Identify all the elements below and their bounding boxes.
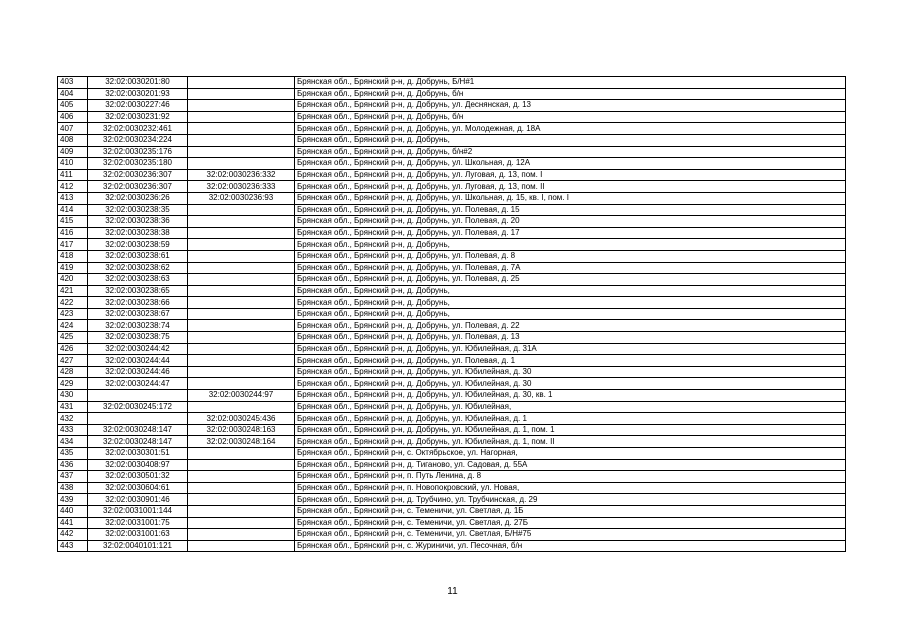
cadastral-number-cell: 32:02:0030235:176 bbox=[88, 146, 188, 158]
table-row bbox=[58, 482, 846, 494]
address-cell: Брянская обл., Брянский р-н, п. Новопокровский, ул. Новая, bbox=[295, 482, 846, 494]
table-row bbox=[58, 308, 846, 320]
row-number: 415 bbox=[58, 216, 88, 228]
cadastral-number-secondary-cell bbox=[188, 146, 295, 158]
cadastral-number-cell: 32:02:0030227:46 bbox=[88, 100, 188, 112]
cadastral-number-cell: 32:02:0030238:74 bbox=[88, 320, 188, 332]
cadastral-number-secondary-cell bbox=[188, 77, 295, 89]
row-number: 411 bbox=[58, 169, 88, 181]
table-row bbox=[58, 390, 846, 402]
row-number: 426 bbox=[58, 343, 88, 355]
cadastral-number-cell: 32:02:0030238:67 bbox=[88, 308, 188, 320]
table-row bbox=[58, 540, 846, 552]
address-cell: Брянская обл., Брянский р-н, д. Добрунь, ул. Юбилейная, bbox=[295, 401, 846, 413]
cadastral-number-secondary-cell bbox=[188, 332, 295, 344]
cadastral-number-cell: 32:02:0030244:47 bbox=[88, 378, 188, 390]
cadastral-number-secondary-cell bbox=[188, 88, 295, 100]
cadastral-number-cell: 32:02:0030236:307 bbox=[88, 181, 188, 193]
row-number: 423 bbox=[58, 308, 88, 320]
row-number: 427 bbox=[58, 355, 88, 367]
cadastral-number-cell: 32:02:0030235:180 bbox=[88, 158, 188, 170]
cadastral-number-secondary-cell bbox=[188, 540, 295, 552]
table-row bbox=[58, 146, 846, 158]
table-row bbox=[58, 297, 846, 309]
address-cell: Брянская обл., Брянский р-н, д. Трубчино, ул. Трубчинская, д. 29 bbox=[295, 494, 846, 506]
address-cell: Брянская обл., Брянский р-н, д. Добрунь, bbox=[295, 239, 846, 251]
page-number: 11 bbox=[447, 586, 458, 597]
row-number: 412 bbox=[58, 181, 88, 193]
row-number: 431 bbox=[58, 401, 88, 413]
address-cell: Брянская обл., Брянский р-н, д. Добрунь, ул. Юбилейная, д. 30 bbox=[295, 366, 846, 378]
address-cell: Брянская обл., Брянский р-н, д. Добрунь, ул. Луговая, д. 13, пом. II bbox=[295, 181, 846, 193]
table-row bbox=[58, 250, 846, 262]
row-number: 432 bbox=[58, 413, 88, 425]
address-cell: Брянская обл., Брянский р-н, д. Добрунь, ул. Луговая, д. 13, пом. I bbox=[295, 169, 846, 181]
cadastral-number-secondary-cell bbox=[188, 320, 295, 332]
cadastral-number-cell: 32:02:0030408:97 bbox=[88, 459, 188, 471]
cadastral-number-cell: 32:02:0030238:62 bbox=[88, 262, 188, 274]
table-row bbox=[58, 355, 846, 367]
cadastral-number-cell: 32:02:0031001:144 bbox=[88, 505, 188, 517]
row-number: 420 bbox=[58, 274, 88, 286]
table-row bbox=[58, 529, 846, 541]
cadastral-number-secondary-cell bbox=[188, 297, 295, 309]
cadastral-number-cell: 32:02:0030236:307 bbox=[88, 169, 188, 181]
address-cell: Брянская обл., Брянский р-н, д. Добрунь, ул. Полевая, д. 15 bbox=[295, 204, 846, 216]
address-cell: Брянская обл., Брянский р-н, д. Добрунь, ул. Полевая, д. 22 bbox=[295, 320, 846, 332]
row-number: 404 bbox=[58, 88, 88, 100]
row-number: 435 bbox=[58, 448, 88, 460]
table-row bbox=[58, 123, 846, 135]
row-number: 437 bbox=[58, 471, 88, 483]
address-cell: Брянская обл., Брянский р-н, д. Добрунь, ул. Юбилейная, д. 1, пом. 1 bbox=[295, 424, 846, 436]
address-cell: Брянская обл., Брянский р-н, д. Тиганово, ул. Садовая, д. 55А bbox=[295, 459, 846, 471]
cadastral-number-secondary-cell bbox=[188, 216, 295, 228]
address-cell: Брянская обл., Брянский р-н, д. Добрунь, Б/Н#1 bbox=[295, 77, 846, 89]
address-cell: Брянская обл., Брянский р-н, д. Добрунь, ул. Полевая, д. 8 bbox=[295, 250, 846, 262]
table-row bbox=[58, 88, 846, 100]
table-row bbox=[58, 320, 846, 332]
address-cell: Брянская обл., Брянский р-н, д. Добрунь, ул. Юбилейная, д. 1, пом. II bbox=[295, 436, 846, 448]
table-row bbox=[58, 459, 846, 471]
cadastral-number-secondary-cell: 32:02:0030244:97 bbox=[188, 390, 295, 402]
address-cell: Брянская обл., Брянский р-н, д. Добрунь, ул. Школьная, д. 12А bbox=[295, 158, 846, 170]
table-row bbox=[58, 366, 846, 378]
cadastral-number-cell: 32:02:0030238:59 bbox=[88, 239, 188, 251]
address-cell: Брянская обл., Брянский р-н, д. Добрунь, ул. Полевая, д. 20 bbox=[295, 216, 846, 228]
row-number: 430 bbox=[58, 390, 88, 402]
cadastral-number-secondary-cell bbox=[188, 158, 295, 170]
row-number: 433 bbox=[58, 424, 88, 436]
table-row bbox=[58, 262, 846, 274]
cadastral-number-cell: 32:02:0030231:92 bbox=[88, 111, 188, 123]
cadastral-number-cell: 32:02:0030238:61 bbox=[88, 250, 188, 262]
address-cell: Брянская обл., Брянский р-н, д. Добрунь, б/н#2 bbox=[295, 146, 846, 158]
cadastral-number-cell: 32:02:0030232:461 bbox=[88, 123, 188, 135]
cadastral-number-secondary-cell bbox=[188, 308, 295, 320]
cadastral-number-secondary-cell bbox=[188, 448, 295, 460]
cadastral-number-secondary-cell bbox=[188, 123, 295, 135]
address-cell: Брянская обл., Брянский р-н, д. Добрунь, ул. Школьная, д. 15, кв. I, пом. I bbox=[295, 192, 846, 204]
cadastral-number-cell: 32:02:0030236:26 bbox=[88, 192, 188, 204]
table-row bbox=[58, 169, 846, 181]
cadastral-number-cell: 32:02:0031001:75 bbox=[88, 517, 188, 529]
table-row bbox=[58, 448, 846, 460]
cadastral-number-secondary-cell bbox=[188, 111, 295, 123]
table-row bbox=[58, 401, 846, 413]
cadastral-number-secondary-cell bbox=[188, 355, 295, 367]
table-row bbox=[58, 111, 846, 123]
address-cell: Брянская обл., Брянский р-н, д. Добрунь, ул. Полевая, д. 1 bbox=[295, 355, 846, 367]
row-number: 422 bbox=[58, 297, 88, 309]
cadastral-number-cell: 32:02:0030501:32 bbox=[88, 471, 188, 483]
cadastral-number-secondary-cell bbox=[188, 529, 295, 541]
cadastral-number-cell: 32:02:0030238:35 bbox=[88, 204, 188, 216]
cadastral-number-secondary-cell bbox=[188, 239, 295, 251]
address-cell: Брянская обл., Брянский р-н, д. Добрунь, ул. Полевая, д. 13 bbox=[295, 332, 846, 344]
row-number: 424 bbox=[58, 320, 88, 332]
row-number: 438 bbox=[58, 482, 88, 494]
row-number: 410 bbox=[58, 158, 88, 170]
row-number: 429 bbox=[58, 378, 88, 390]
address-cell: Брянская обл., Брянский р-н, с. Октябрьское, ул. Нагорная, bbox=[295, 448, 846, 460]
row-number: 407 bbox=[58, 123, 88, 135]
address-cell: Брянская обл., Брянский р-н, д. Добрунь, ул. Юбилейная, д. 30, кв. 1 bbox=[295, 390, 846, 402]
row-number: 409 bbox=[58, 146, 88, 158]
table-row bbox=[58, 239, 846, 251]
cadastral-number-secondary-cell bbox=[188, 100, 295, 112]
cadastral-number-secondary-cell bbox=[188, 378, 295, 390]
property-registry-table bbox=[57, 76, 846, 552]
cadastral-number-cell: 32:02:0030901:46 bbox=[88, 494, 188, 506]
table-row bbox=[58, 436, 846, 448]
cadastral-number-cell: 32:02:0030238:65 bbox=[88, 285, 188, 297]
table-row bbox=[58, 343, 846, 355]
address-cell: Брянская обл., Брянский р-н, д. Добрунь, ул. Полевая, д. 7А bbox=[295, 262, 846, 274]
table-row bbox=[58, 158, 846, 170]
address-cell: Брянская обл., Брянский р-н, д. Добрунь, bbox=[295, 308, 846, 320]
cadastral-number-secondary-cell: 32:02:0030248:163 bbox=[188, 424, 295, 436]
row-number: 439 bbox=[58, 494, 88, 506]
cadastral-number-secondary-cell bbox=[188, 494, 295, 506]
cadastral-number-secondary-cell: 32:02:0030236:93 bbox=[188, 192, 295, 204]
row-number: 418 bbox=[58, 250, 88, 262]
cadastral-number-cell: 32:02:0030301:51 bbox=[88, 448, 188, 460]
table-row bbox=[58, 134, 846, 146]
row-number: 413 bbox=[58, 192, 88, 204]
address-cell: Брянская обл., Брянский р-н, д. Добрунь, bbox=[295, 285, 846, 297]
cadastral-number-secondary-cell bbox=[188, 227, 295, 239]
cadastral-number-secondary-cell: 32:02:0030236:332 bbox=[188, 169, 295, 181]
cadastral-number-cell: 32:02:0040101:121 bbox=[88, 540, 188, 552]
table-row bbox=[58, 192, 846, 204]
cadastral-number-secondary-cell bbox=[188, 250, 295, 262]
table-row bbox=[58, 505, 846, 517]
table-row bbox=[58, 204, 846, 216]
table-row bbox=[58, 413, 846, 425]
row-number: 414 bbox=[58, 204, 88, 216]
address-cell: Брянская обл., Брянский р-н, п. Путь Ленина, д. 8 bbox=[295, 471, 846, 483]
row-number: 440 bbox=[58, 505, 88, 517]
row-number: 441 bbox=[58, 517, 88, 529]
row-number: 408 bbox=[58, 134, 88, 146]
cadastral-number-secondary-cell bbox=[188, 471, 295, 483]
cadastral-number-secondary-cell: 32:02:0030236:333 bbox=[188, 181, 295, 193]
table-row bbox=[58, 77, 846, 89]
cadastral-number-secondary-cell bbox=[188, 482, 295, 494]
row-number: 421 bbox=[58, 285, 88, 297]
cadastral-number-cell: 32:02:0030238:38 bbox=[88, 227, 188, 239]
row-number: 425 bbox=[58, 332, 88, 344]
table-row bbox=[58, 100, 846, 112]
table-row bbox=[58, 227, 846, 239]
table-row bbox=[58, 332, 846, 344]
cadastral-number-cell: 32:02:0030604:61 bbox=[88, 482, 188, 494]
cadastral-number-cell: 32:02:0030201:93 bbox=[88, 88, 188, 100]
address-cell: Брянская обл., Брянский р-н, д. Добрунь, б/н bbox=[295, 88, 846, 100]
cadastral-number-cell: 32:02:0030238:75 bbox=[88, 332, 188, 344]
row-number: 442 bbox=[58, 529, 88, 541]
cadastral-number-cell: 32:02:0031001:63 bbox=[88, 529, 188, 541]
cadastral-number-cell: 32:02:0030248:147 bbox=[88, 436, 188, 448]
row-number: 406 bbox=[58, 111, 88, 123]
address-cell: Брянская обл., Брянский р-н, с. Журиничи, ул. Песочная, б/н bbox=[295, 540, 846, 552]
table-row bbox=[58, 274, 846, 286]
cadastral-number-cell: 32:02:0030238:36 bbox=[88, 216, 188, 228]
cadastral-number-cell: 32:02:0030234:224 bbox=[88, 134, 188, 146]
cadastral-number-cell bbox=[88, 413, 188, 425]
cadastral-number-cell: 32:02:0030238:66 bbox=[88, 297, 188, 309]
cadastral-number-secondary-cell bbox=[188, 401, 295, 413]
table-row bbox=[58, 181, 846, 193]
cadastral-number-cell: 32:02:0030244:42 bbox=[88, 343, 188, 355]
cadastral-number-secondary-cell bbox=[188, 343, 295, 355]
row-number: 405 bbox=[58, 100, 88, 112]
cadastral-number-secondary-cell bbox=[188, 262, 295, 274]
cadastral-number-secondary-cell bbox=[188, 274, 295, 286]
cadastral-number-cell bbox=[88, 390, 188, 402]
row-number: 403 bbox=[58, 77, 88, 89]
address-cell: Брянская обл., Брянский р-н, д. Добрунь, ул. Деснянская, д. 13 bbox=[295, 100, 846, 112]
table-row bbox=[58, 378, 846, 390]
address-cell: Брянская обл., Брянский р-н, д. Добрунь, ул. Юбилейная, д. 1 bbox=[295, 413, 846, 425]
address-cell: Брянская обл., Брянский р-н, д. Добрунь, б/н bbox=[295, 111, 846, 123]
cadastral-number-cell: 32:02:0030201:80 bbox=[88, 77, 188, 89]
cadastral-number-secondary-cell bbox=[188, 204, 295, 216]
table-row bbox=[58, 424, 846, 436]
address-cell: Брянская обл., Брянский р-н, д. Добрунь, ул. Полевая, д. 25 bbox=[295, 274, 846, 286]
row-number: 417 bbox=[58, 239, 88, 251]
table-row bbox=[58, 285, 846, 297]
address-cell: Брянская обл., Брянский р-н, д. Добрунь, bbox=[295, 297, 846, 309]
cadastral-number-secondary-cell bbox=[188, 505, 295, 517]
cadastral-number-secondary-cell bbox=[188, 366, 295, 378]
cadastral-number-cell: 32:02:0030244:44 bbox=[88, 355, 188, 367]
table-body bbox=[58, 77, 846, 552]
cadastral-number-cell: 32:02:0030238:63 bbox=[88, 274, 188, 286]
cadastral-number-secondary-cell bbox=[188, 285, 295, 297]
table-row bbox=[58, 517, 846, 529]
address-cell: Брянская обл., Брянский р-н, д. Добрунь, bbox=[295, 134, 846, 146]
cadastral-number-cell: 32:02:0030245:172 bbox=[88, 401, 188, 413]
row-number: 436 bbox=[58, 459, 88, 471]
cadastral-number-cell: 32:02:0030244:46 bbox=[88, 366, 188, 378]
address-cell: Брянская обл., Брянский р-н, с. Теменичи, ул. Светлая, д. 1Б bbox=[295, 505, 846, 517]
address-cell: Брянская обл., Брянский р-н, д. Добрунь, ул. Молодежная, д. 18А bbox=[295, 123, 846, 135]
address-cell: Брянская обл., Брянский р-н, с. Теменичи, ул. Светлая, д. 27Б bbox=[295, 517, 846, 529]
cadastral-number-secondary-cell: 32:02:0030245:436 bbox=[188, 413, 295, 425]
cadastral-number-secondary-cell bbox=[188, 517, 295, 529]
cadastral-number-cell: 32:02:0030248:147 bbox=[88, 424, 188, 436]
address-cell: Брянская обл., Брянский р-н, с. Теменичи, ул. Светлая, Б/Н#75 bbox=[295, 529, 846, 541]
address-cell: Брянская обл., Брянский р-н, д. Добрунь, ул. Юбилейная, д. 31А bbox=[295, 343, 846, 355]
table-row bbox=[58, 471, 846, 483]
row-number: 443 bbox=[58, 540, 88, 552]
row-number: 416 bbox=[58, 227, 88, 239]
address-cell: Брянская обл., Брянский р-н, д. Добрунь, ул. Юбилейная, д. 30 bbox=[295, 378, 846, 390]
row-number: 428 bbox=[58, 366, 88, 378]
address-cell: Брянская обл., Брянский р-н, д. Добрунь, ул. Полевая, д. 17 bbox=[295, 227, 846, 239]
cadastral-number-secondary-cell bbox=[188, 459, 295, 471]
row-number: 434 bbox=[58, 436, 88, 448]
table-row bbox=[58, 216, 846, 228]
row-number: 419 bbox=[58, 262, 88, 274]
table-row bbox=[58, 494, 846, 506]
cadastral-number-secondary-cell: 32:02:0030248:164 bbox=[188, 436, 295, 448]
cadastral-number-secondary-cell bbox=[188, 134, 295, 146]
